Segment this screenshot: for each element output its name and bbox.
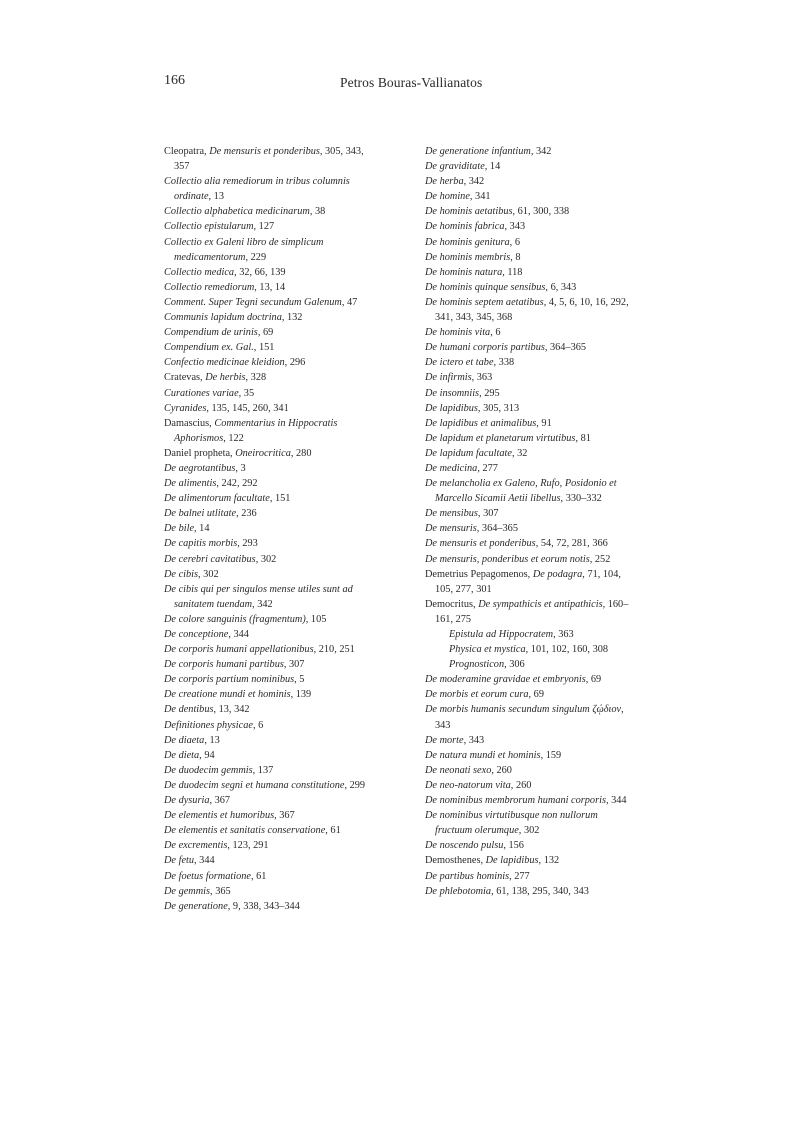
index-entry-title: De infirmis — [425, 372, 472, 384]
index-entry-title: De neo-natorum vita — [425, 779, 511, 791]
index-entry-pages: , 367 — [274, 810, 295, 822]
index-entry-pages: , 343 — [504, 221, 526, 233]
index-entry-pages: , 342 — [252, 598, 273, 610]
index-entry-title: De insomniis — [425, 387, 480, 399]
index-entry-pages: , 236 — [236, 508, 257, 520]
index-entry-pages: , 5 — [294, 674, 305, 686]
index-entry — [164, 446, 378, 461]
index-entry-pages: , 61, 300, 338 — [512, 206, 570, 218]
index-entry-pages: , 151 — [269, 493, 291, 505]
index-entry-title: De lapidibus et animalibus — [425, 417, 537, 429]
index-entry-pages: , 137 — [252, 764, 274, 776]
index-entry-pages: , 344 — [194, 855, 215, 867]
index-entry-pages: , 260 — [491, 764, 512, 776]
index-entry-pages: , 280 — [290, 447, 312, 459]
index-entry-pages: , 344 — [228, 629, 249, 640]
index-entry — [425, 552, 637, 567]
index-entry — [164, 295, 378, 310]
index-entry-title: De ictero et tabe — [425, 357, 494, 369]
index-entry-pages: , 343 — [463, 734, 485, 746]
index-entry-pages: , 94 — [199, 749, 215, 761]
index-entry-title: De dentibus — [164, 704, 214, 716]
index-entry — [164, 627, 378, 642]
index-entry — [425, 884, 637, 899]
index-entry — [425, 702, 637, 732]
index-entry-pages: , 4, 5, 6, 10, 16, 292, 341, 343, 345, 368 — [435, 296, 629, 324]
index-entry-title: De hominis fabrica — [425, 221, 505, 233]
index-entry — [425, 476, 637, 506]
index-entry-title: De creatione mundi et hominis — [164, 689, 291, 701]
index-entry-title: De cibis — [164, 568, 199, 580]
index-entry-pages: , 364–365 — [544, 342, 587, 354]
index-entry — [164, 567, 378, 582]
index-entry-pages: , 32 — [511, 447, 528, 459]
index-entry — [425, 853, 637, 868]
index-entry-title: De mensuris et ponderibus — [425, 538, 536, 550]
index-entry-pages: , 123, 291 — [227, 840, 269, 852]
index-entry-title: Curationes variae — [164, 387, 239, 399]
index-entry — [425, 325, 637, 340]
index-entry — [425, 657, 637, 672]
index-entry-title: De hominis quinque sensibus — [425, 281, 546, 293]
index-entry-pages: , 91 — [536, 417, 552, 429]
index-entry-author: Daniel propheta, — [164, 447, 236, 459]
index-entry-title: De hominis natura — [425, 266, 503, 278]
index-entry — [164, 265, 378, 280]
index-entry-pages: , 6 — [252, 719, 264, 731]
index-entry-title: Collectio alia remediorum in tribus columnis ordinate — [164, 176, 350, 203]
index-entry — [164, 899, 378, 914]
index-entry — [425, 189, 637, 204]
index-entry-author: Demetrius Pepagomenos, — [425, 568, 533, 580]
index-entry-pages: , 296 — [284, 357, 306, 369]
index-entry — [425, 280, 637, 295]
index-entry — [425, 793, 637, 808]
index-entry-pages: , 338 — [493, 357, 515, 369]
index-entry-pages: , 32, 66, 139 — [234, 266, 286, 278]
index-entry-pages: , 47 — [341, 296, 358, 308]
index-entry-pages: , 135, 145, 260, 341 — [206, 402, 289, 414]
index-column-right — [425, 144, 637, 899]
index-entry-pages: , 61 — [325, 825, 341, 837]
index-entry-title: Collectio ex Galeni libro de simplicum medicamentorum — [164, 236, 324, 263]
index-entry-title: Oneirocritica — [235, 447, 291, 459]
index-entry — [164, 748, 378, 763]
index-entry-pages: , 69 — [257, 327, 274, 339]
index-entry-pages: , 344 — [605, 795, 627, 807]
index-entry-pages: , 139 — [290, 689, 312, 701]
index-entry-pages: , 69 — [585, 674, 602, 686]
index-entry-pages: , 342 — [463, 176, 485, 188]
index-entry — [164, 204, 378, 219]
index-entry-pages: , 295 — [479, 387, 500, 399]
index-entry — [425, 733, 637, 748]
index-entry — [164, 506, 378, 521]
index-entry-author: Cratevas, — [164, 372, 206, 384]
index-entry-pages: , 363 — [553, 629, 574, 640]
index-entry-title: De excrementis — [164, 840, 228, 852]
index-entry — [164, 582, 378, 612]
index-entry-title: De natura mundi et hominis — [425, 749, 541, 761]
index-entry-pages: , 71, 104, 105, 277, 301 — [435, 568, 621, 595]
index-entry-title: De lapidibus — [485, 855, 539, 867]
index-entry-pages: , 299 — [344, 779, 366, 791]
index-entry-pages: , 14 — [194, 523, 210, 535]
index-entry — [164, 280, 378, 295]
index-entry-title: De hominis septem aetatibus — [425, 296, 544, 308]
index-entry — [164, 612, 378, 627]
index-entry-title: De capitis morbis — [164, 538, 238, 550]
index-entry — [164, 869, 378, 884]
index-entry-pages: , 307 — [283, 659, 305, 671]
index-entry-author: Demosthenes, — [425, 855, 486, 867]
index-entry-title: De balnei utlitate — [164, 508, 237, 520]
index-entry — [164, 838, 378, 853]
index-entry-title: De dysuria — [164, 795, 210, 807]
index-entry-pages: , 9, 338, 343–344 — [227, 900, 300, 912]
index-entry-title: De hominis membris — [425, 251, 511, 263]
index-entry — [425, 250, 637, 265]
index-entry-pages: , 305, 313 — [477, 402, 520, 414]
index-entry — [425, 521, 637, 536]
index-entry-pages: , 122 — [223, 432, 244, 444]
index-entry-pages: , 6, 343 — [545, 281, 577, 293]
running-head: Petros Bouras-Vallianatos — [340, 75, 483, 90]
index-entry-title: De lapidum et planetarum virtutibus — [425, 432, 576, 444]
index-entry-title: De noscendo pulsu — [425, 840, 504, 852]
index-entry-title: De colore sanguinis (fragmentum) — [164, 613, 306, 625]
index-entry-title: Epistula ad Hippocratem — [449, 629, 554, 640]
index-entry — [425, 778, 637, 793]
index-entry-title: De herba — [425, 176, 464, 188]
index-entry — [425, 808, 637, 838]
index-entry-pages: , 364–365 — [476, 523, 518, 535]
index-entry-pages: , 61, 138, 295, 340, 343 — [491, 885, 589, 897]
index-entry — [164, 386, 378, 401]
index-entry-title: De elementis et sanitatis conservatione — [164, 825, 326, 837]
index-entry — [164, 370, 378, 385]
index-entry-title: De corporis partium nominibus — [164, 674, 295, 686]
index-entry — [425, 295, 637, 325]
index-entry-pages: , 156 — [503, 840, 524, 852]
index-entry — [164, 552, 378, 567]
index-entry-title: Collectio epistularum — [164, 221, 254, 233]
index-entry — [425, 642, 637, 657]
index-entry — [425, 340, 637, 355]
index-entry — [164, 521, 378, 536]
index-entry — [164, 340, 378, 355]
index-entry — [425, 265, 637, 280]
index-entry-pages: , 302 — [255, 553, 277, 565]
index-entry-title: De homine — [425, 191, 470, 203]
index-entry-pages: , 342 — [530, 146, 552, 157]
index-entry-title: Definitiones physicae — [164, 719, 253, 731]
index-entry — [425, 869, 637, 884]
index-entry — [425, 416, 637, 431]
index-entry-title: De cibis qui per singulos mense utiles sunt ad sanitatem tuendam — [164, 583, 353, 610]
index-entry-title: Collectio medica — [164, 266, 235, 278]
index-entry-title: Confectio medicinae kleidion — [164, 357, 285, 369]
index-entry — [164, 144, 378, 174]
index-entry — [425, 159, 637, 174]
index-entry-pages: , 305, 343, 357 — [174, 146, 364, 173]
index-entry — [164, 642, 378, 657]
index-entry-title: Cyranides — [164, 402, 207, 414]
index-entry-title: De duodecim segni et humana constitutione — [164, 779, 345, 791]
index-entry-title: De lapidum facultate — [425, 447, 512, 459]
index-entry-pages: , 6 — [490, 327, 501, 339]
index-entry-title: De morbis humanis secundum singulum ζῴδιον — [425, 704, 622, 716]
index-entry — [164, 174, 378, 204]
index-entry-title: De mensuris, ponderibus et eorum notis — [425, 553, 590, 565]
index-entry — [164, 672, 378, 687]
index-entry-title: De bile — [164, 523, 195, 535]
index-entry-pages: , 293 — [237, 538, 258, 550]
index-entry — [425, 672, 637, 687]
index-entry — [164, 461, 378, 476]
index-entry — [164, 476, 378, 491]
index-entry-pages: , 302 — [198, 568, 219, 580]
index-entry — [425, 763, 637, 778]
index-entry-title: De alimentorum facultate — [164, 493, 270, 505]
index-entry-title: De partibus hominis — [425, 870, 510, 882]
index-entry — [425, 204, 637, 219]
index-entry-title: De mensuris et ponderibus — [209, 146, 320, 157]
index-entry — [164, 808, 378, 823]
index-entry — [425, 567, 637, 597]
index-entry — [164, 657, 378, 672]
index-entry-title: De generatione infantium — [425, 146, 531, 157]
index-entry-title: De aegrotantibus — [164, 462, 236, 474]
index-entry — [425, 506, 637, 521]
index-entry-title: De nominibus membrorum humani corporis — [425, 795, 606, 807]
index-entry-title: De corporis humani appellationibus — [164, 644, 314, 656]
index-entry-title: Commentarius in Hippocratis Aphorismos — [174, 417, 338, 444]
index-entry-pages: , 35 — [238, 387, 255, 399]
index-entry-title: De dieta — [164, 749, 200, 761]
index-entry — [425, 386, 637, 401]
index-entry-title: Collectio alphabetica medicinarum — [164, 206, 310, 218]
index-entry-pages: , 13 — [204, 734, 220, 746]
index-entry-pages: , 159 — [540, 749, 562, 761]
index-entry-title: De sympathicis et antipathicis — [478, 598, 603, 610]
index-entry-pages: , 302 — [518, 825, 540, 837]
index-entry-title: Collectio remediorum — [164, 281, 255, 293]
index-entry-pages: , 6 — [509, 236, 520, 248]
index-entry-pages: , 13, 14 — [254, 281, 286, 293]
index-entry-title: Comment. Super Tegni secundum Galenum — [164, 296, 342, 308]
index-entry-pages: , 132 — [281, 312, 303, 324]
index-entry-pages: , 151 — [253, 342, 275, 354]
index-entry — [425, 144, 637, 159]
index-entry-author: Damascius, — [164, 417, 215, 429]
index-entry-title: De moderamine gravidae et embryonis — [425, 674, 586, 686]
index-entry — [425, 461, 637, 476]
index-entry-title: De fetu — [164, 855, 195, 867]
index-entry-title: De melancholia ex Galeno, Rufo, Posidonio et Marcello Sicamii Aetii libellus — [425, 478, 617, 505]
index-entry-title: De mensuris — [425, 523, 477, 535]
index-entry — [164, 718, 378, 733]
index-entry-pages: , 101, 102, 160, 308 — [525, 644, 609, 656]
index-entry-title: De nominibus virtutibusque non nullorum fructuum olerumque — [425, 810, 598, 837]
index-entry — [164, 310, 378, 325]
index-entry-pages: , 118 — [502, 266, 523, 278]
index-entry-title: De conceptione — [164, 629, 229, 640]
index-entry-title: De mensibus — [425, 508, 478, 520]
index-entry — [164, 778, 378, 793]
index-entry-title: De hominis genitura — [425, 236, 510, 248]
index-entry-author: Democritus, — [425, 598, 479, 610]
index-entry-title: De alimentis — [164, 478, 217, 490]
index-entry — [164, 536, 378, 551]
index-entry-pages: , 61 — [250, 870, 267, 882]
index-entry-title: De phlebotomia — [425, 885, 492, 897]
index-entry — [164, 355, 378, 370]
index-entry-title: De morbis et eorum cura — [425, 689, 529, 701]
index-entry-pages: , 341 — [469, 191, 491, 203]
index-entry — [425, 174, 637, 189]
index-entry-title: De neonati sexo — [425, 764, 492, 776]
index-entry — [425, 370, 637, 385]
index-entry — [425, 687, 637, 702]
index-entry-title: De medicina — [425, 462, 478, 474]
index-entry — [425, 748, 637, 763]
index-entry — [164, 235, 378, 265]
index-entry — [425, 627, 637, 642]
index-entry — [164, 491, 378, 506]
index-entry-pages: , 81 — [575, 432, 591, 444]
index-entry — [164, 793, 378, 808]
index-entry-pages: , 252 — [589, 553, 611, 565]
index-entry-title: De diaeta — [164, 734, 205, 746]
index-entry — [425, 431, 637, 446]
index-entry — [425, 597, 637, 627]
index-entry-pages: , 367 — [209, 795, 231, 807]
index-entry — [164, 823, 378, 838]
index-entry-pages: , 365 — [210, 885, 231, 897]
index-entry — [425, 446, 637, 461]
index-entry-title: Compendium de urinis — [164, 327, 258, 339]
index-entry — [425, 536, 637, 551]
index-entry-pages: , 343 — [435, 704, 624, 731]
index-entry-title: De podagra — [532, 568, 583, 580]
index-entry-pages: , 8 — [510, 251, 521, 263]
index-entry — [164, 416, 378, 446]
index-entry-pages: , 105 — [305, 613, 327, 625]
index-entry-title: De hominis aetatibus — [425, 206, 513, 218]
index-entry-author: Cleopatra, — [164, 146, 210, 157]
index-entry — [425, 401, 637, 416]
index-entry-pages: , 132 — [538, 855, 560, 867]
index-entry — [164, 884, 378, 899]
index-entry-title: De morte — [425, 734, 464, 746]
index-entry-title: De hominis vita — [425, 327, 491, 339]
index-entry-title: De herbis — [205, 372, 246, 384]
index-entry-pages: , 127 — [253, 221, 275, 233]
index-entry — [164, 702, 378, 717]
index-entry-pages: , 54, 72, 281, 366 — [535, 538, 608, 550]
index-entry — [164, 733, 378, 748]
index-entry — [164, 325, 378, 340]
index-entry-title: De elementis et humoribus — [164, 810, 275, 822]
index-entry-title: De generatione — [164, 900, 228, 912]
index-entry-title: De graviditate — [425, 161, 485, 173]
index-entry — [425, 235, 637, 250]
index-entry — [425, 355, 637, 370]
index-entry-pages: , 363 — [471, 372, 493, 384]
index-entry-pages: , 13 — [208, 191, 224, 203]
index-entry-title: De foetus formatione — [164, 870, 251, 882]
index-entry-title: De lapidibus — [425, 402, 478, 414]
index-entry-pages: , 330–332 — [560, 493, 602, 505]
index-entry-pages: , 260 — [510, 779, 532, 791]
index-entry-pages: , 229 — [245, 251, 267, 263]
index-entry-pages: , 277 — [477, 462, 498, 474]
index-entry-pages: , 306 — [504, 659, 525, 671]
index-entry — [164, 763, 378, 778]
page-number: 166 — [164, 73, 185, 88]
index-entry-title: De gemmis — [164, 885, 211, 897]
index-entry-title: De corporis humani partibus — [164, 659, 284, 671]
index-entry — [425, 838, 637, 853]
index-entry-title: De humani corporis partibus — [425, 342, 545, 354]
index-entry-pages: , 160–161, 275 — [435, 598, 629, 625]
index-entry-pages: , 13, 342 — [213, 704, 250, 716]
index-entry-pages: , 69 — [528, 689, 544, 701]
index-entry — [164, 853, 378, 868]
index-entry — [164, 401, 378, 416]
index-entry-pages: , 328 — [245, 372, 267, 384]
index-entry-pages: , 277 — [509, 870, 530, 882]
index-entry-title: Communis lapidum doctrina — [164, 312, 282, 324]
index-entry-pages: , 38 — [309, 206, 326, 218]
index-entry-title: Prognosticon — [449, 659, 505, 671]
index-entry-pages: , 3 — [235, 462, 246, 474]
index-entry-pages: , 307 — [477, 508, 499, 520]
index-entry — [164, 219, 378, 234]
index-column-left — [164, 144, 378, 914]
index-entry-pages: , 14 — [484, 161, 501, 173]
index-entry-pages: , 242, 292 — [216, 478, 258, 490]
index-entry-title: Physica et mystica — [449, 644, 526, 656]
index-entry-title: Compendium ex. Gal. — [164, 342, 254, 354]
index-entry-title: De cerebri cavitatibus — [164, 553, 256, 565]
index-entry-pages: , 210, 251 — [313, 644, 355, 656]
index-entry — [164, 687, 378, 702]
index-entry — [425, 219, 637, 234]
index-entry-title: De duodecim gemmis — [164, 764, 253, 776]
